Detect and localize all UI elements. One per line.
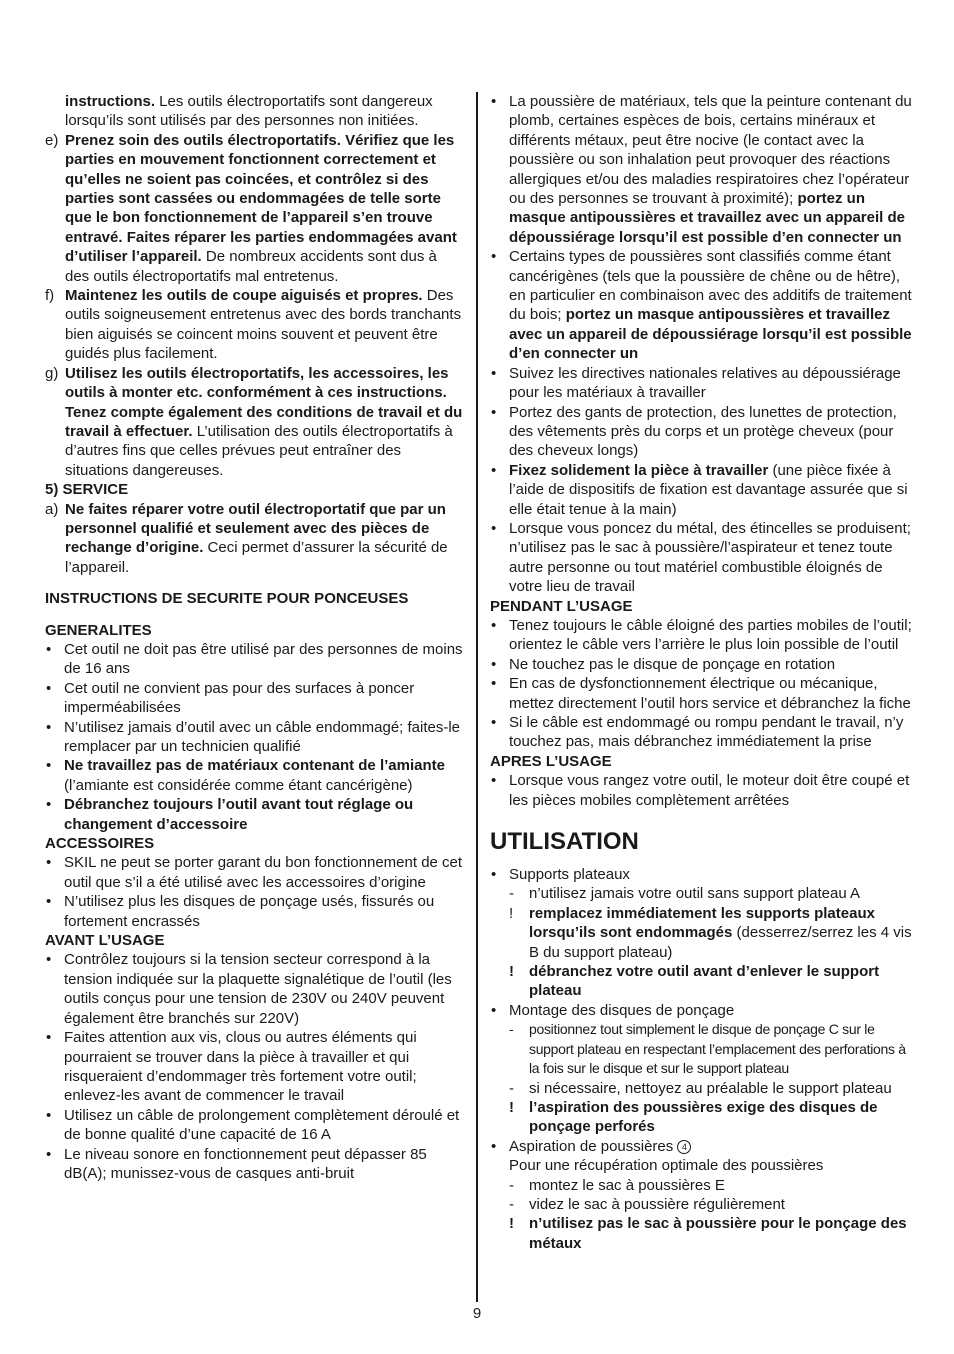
warning-marker: ! <box>509 1098 514 1116</box>
text: n’utilisez jamais votre outil sans support plateau A <box>529 885 861 903</box>
dash: - <box>509 1195 514 1213</box>
list-item <box>490 713 912 752</box>
text: Certains types de poussières sont classifiés comme étant cancérigènes (tels que la poussière de chêne ou de hêtre), en particulier en combinaison avec des additifs de traitement du bois; <box>509 248 912 324</box>
list-item <box>490 403 912 461</box>
page-number: 9 <box>472 1305 482 1322</box>
bold-text: l’aspiration des poussières exige des disques de ponçage perforés <box>529 1098 878 1136</box>
text: (l’amiante est considérée comme étant cancérigène) <box>64 776 413 794</box>
list-item <box>490 865 912 884</box>
text: Aspiration de poussières <box>509 1137 678 1155</box>
text: Utilisez un câble de prolongement complètement déroulé et de bonne qualité d’une capacité de 16 A <box>64 1106 460 1144</box>
bold-text: Utilisez les outils électroportatifs, les accessoires, les outils à monter etc. conformément à ces instructions. Tenez compte également des conditions de travail et du travail à effectuer. <box>65 364 463 440</box>
bullet: • <box>46 679 52 697</box>
item-e <box>45 131 465 286</box>
list-item <box>45 679 465 718</box>
list-item <box>45 795 465 834</box>
bullet: • <box>491 866 497 884</box>
section-heading-apres: APRES L’USAGE <box>490 752 612 770</box>
bold-text: Fixez solidement la pièce à travailler <box>509 461 769 479</box>
text: Cet outil ne doit pas être utilisé par des personnes de moins de 16 ans <box>64 640 463 678</box>
list-item <box>490 92 912 247</box>
text: Ne touchez pas le disque de ponçage en rotation <box>509 655 836 673</box>
list-item <box>45 756 465 795</box>
bullet: • <box>491 1137 497 1155</box>
text: Faites attention aux vis, clous ou autres éléments qui pourraient se trouver dans la pièce à travailler et qui risqueraient d’endommager très fortement votre outil; enlevez-les avant de commencer le travail <box>64 1029 417 1105</box>
bullet: • <box>491 93 497 110</box>
text: Si le câble est endommagé ou rompu pendant le travail, n’y touchez pas, mais débranchez immédiatement la prise <box>509 714 904 751</box>
left-column <box>45 92 465 1183</box>
bullet: • <box>46 854 52 872</box>
list-item <box>45 718 465 757</box>
dash: - <box>509 1079 514 1097</box>
text: Le niveau sonore en fonctionnement peut dépasser 85 dB(A); munissez-vous de casques anti-bruit <box>64 1145 427 1182</box>
text: Cet outil ne convient pas pour des surfaces à poncer imperméabilisées <box>64 679 415 717</box>
list-item <box>490 674 912 713</box>
list-item <box>490 247 912 363</box>
list-item <box>490 364 912 403</box>
text: La poussière de matériaux, tels que la peinture contenant du plomb, certaines espèces de bois, certains minéraux et différents métaux, peut être nocive (le contact avec la poussière ou son inhalation peut provoquer des réactions allergiques et/ou des maladies respiratoires chez l’opérateur ou des personnes se trouvant à proximité); <box>509 93 912 208</box>
warning-item <box>490 1214 912 1253</box>
bold-text: Maintenez les outils de coupe aiguisés et propres. <box>65 287 423 305</box>
text: Ceci permet d’assurer la sécurité de l’appareil. <box>65 539 448 576</box>
text: Contrôlez toujours si la tension secteur correspond à la tension indiquée sur la plaquette signalétique de l’outil (les outils conçus pour une tension de 230V ou 240V peuvent également être branchés sur 220V) <box>64 951 452 1027</box>
section-heading-generalites: GENERALITES <box>45 621 152 639</box>
text: Supports plateaux <box>509 866 630 884</box>
bullet: • <box>46 1106 52 1124</box>
text: Montage des disques de ponçage <box>509 1001 735 1019</box>
sub-item <box>490 1079 912 1098</box>
bullet: • <box>46 796 52 814</box>
list-item <box>490 1001 912 1020</box>
text: montez le sac à poussières E <box>529 1176 725 1194</box>
bold-text: instructions. <box>65 93 156 110</box>
item-g <box>45 364 465 480</box>
warning-marker: ! <box>509 904 514 922</box>
text: En cas de dysfonctionnement électrique ou mécanique, mettez directement l’outil hors service et débranchez la fiche <box>509 675 911 712</box>
bold-text: portez un masque antipoussières et travaillez avec un appareil de dépoussiérage lorsqu’il est possible d’en connecter un <box>509 306 912 363</box>
bold-text: Prenez soin des outils électroportatifs. Vérifiez que les parties en mouvement fonctionnent correctement et qu’elles ne soient pas coincées, et contrôlez si des parties sont cassées ou endommagées de telle sorte que le bon fonctionnement de l’appareil s’en trouve entravé. Faites réparer les parties endommagées avant d’utiliser l’appareil. <box>65 131 457 266</box>
list-item <box>490 655 912 674</box>
bullet: • <box>491 655 497 673</box>
list-item <box>45 892 465 931</box>
bullet: • <box>491 1001 497 1019</box>
section-title-utilisation: UTILISATION <box>490 828 639 856</box>
section-title-sander: INSTRUCTIONS DE SECURITE POUR PONCEUSES <box>45 590 409 608</box>
warning-marker: ! <box>509 963 514 981</box>
bullet: • <box>491 461 497 479</box>
text: De nombreux accidents sont dus à des outils électroportatifs mal entretenus. <box>65 248 437 285</box>
list-item <box>45 1028 465 1106</box>
text: positionnez tout simplement le disque de ponçage C sur le support plateau en respectant l’emplacement des perforations à la fois sur le disque et sur le support plateau <box>529 1021 906 1077</box>
list-item <box>45 950 465 1028</box>
section-heading-pendant: PENDANT L’USAGE <box>490 597 633 615</box>
dash: - <box>509 885 514 903</box>
bullet: • <box>491 772 497 790</box>
bullet: • <box>46 640 52 658</box>
item-marker: f) <box>45 287 55 305</box>
bold-text: n’utilisez pas le sac à poussière pour le ponçage des métaux <box>529 1215 907 1252</box>
sub-item <box>490 1020 912 1078</box>
bullet: • <box>491 519 497 537</box>
bullet: • <box>491 714 497 731</box>
bold-text: remplacez immédiatement les supports plateaux lorsqu’ils sont endommagés <box>529 904 875 942</box>
warning-item <box>490 1098 912 1137</box>
text: N’utilisez jamais d’outil avec un câble endommagé; faites-le remplacer par un technicien qualifié <box>64 718 461 755</box>
list-item <box>490 461 912 519</box>
text: Portez des gants de protection, des lunettes de protection, des vêtements près du corps et un protège cheveux (pour des cheveux longs) <box>509 403 897 460</box>
text: SKIL ne peut se porter garant du bon fonctionnement de cet outil que s’il a été utilisé avec les accessoires d’origine <box>64 854 463 891</box>
text: (desserrez/serrez les 4 vis B du support plateau) <box>529 924 912 961</box>
bullet: • <box>46 893 52 911</box>
text: N’utilisez plus les disques de ponçage usés, fissurés ou fortement encrassés <box>64 893 435 930</box>
figure-reference-icon: 4 <box>677 1140 691 1154</box>
section-heading-accessoires: ACCESSOIRES <box>45 835 155 853</box>
bold-text: Ne travaillez pas de matériaux contenant de l’amiante <box>64 757 445 775</box>
list-item <box>45 640 465 679</box>
dash: - <box>509 1021 514 1038</box>
text: Suivez les directives nationales relatives au dépoussiérage pour les matériaux à travailler <box>509 364 901 402</box>
text: Les outils électroportatifs sont dangereux lorsqu’ils sont utilisés par des personnes non initiées. <box>65 93 433 130</box>
bullet: • <box>491 248 497 266</box>
list-item <box>490 771 912 810</box>
bullet: • <box>491 675 497 693</box>
section-heading-service: 5) SERVICE <box>45 481 129 499</box>
item-marker: g) <box>45 364 59 382</box>
text: Lorsque vous rangez votre outil, le moteur doit être coupé et les pièces mobiles complètement arrêtées <box>509 772 910 809</box>
text: si nécessaire, nettoyez au préalable le support plateau <box>529 1079 892 1097</box>
text: videz le sac à poussière régulièrement <box>529 1195 785 1213</box>
text: Des outils soigneusement entretenus avec des bords tranchants bien aiguisés se coincent moins souvent et peuvent être guidés plus facilement. <box>65 287 462 363</box>
paragraph: Pour une récupération optimale des poussières <box>509 1157 824 1175</box>
text: (une pièce fixée à l’aide de dispositifs de fixation est davantage assurée que si elle était tenue à la main) <box>509 461 908 518</box>
bullet: • <box>491 364 497 382</box>
text: Tenez toujours le câble éloigné des parties mobiles de l’outil; orientez le câble vers l’arrière le plus loin possible de l’outil <box>509 616 912 654</box>
bold-text: Débranchez toujours l’outil avant tout réglage ou changement d’accessoire <box>64 796 414 833</box>
bullet: • <box>46 757 52 775</box>
warning-item <box>490 904 912 962</box>
warning-item <box>490 962 912 1001</box>
bullet: • <box>46 718 52 736</box>
list-item <box>45 853 465 892</box>
list-item <box>490 519 912 597</box>
column-divider <box>476 92 478 1302</box>
warning-marker: ! <box>509 1215 514 1233</box>
list-item <box>45 1106 465 1145</box>
dash: - <box>509 1176 514 1194</box>
bullet: • <box>491 403 497 421</box>
bullet: • <box>46 951 52 969</box>
sub-item <box>490 1195 912 1214</box>
list-item <box>490 616 912 655</box>
section-heading-avant: AVANT L’USAGE <box>45 932 165 950</box>
text: L’utilisation des outils électroportatifs à d’autres fins que celles prévues peut entraîner des situations dangereuses. <box>65 422 453 479</box>
bold-text: portez un masque antipoussières et travaillez avec un appareil de dépoussiérage lorsqu’il est possible d’en connecter un <box>509 190 905 246</box>
right-column <box>490 92 912 1253</box>
sub-item <box>490 1176 912 1195</box>
list-item <box>45 1145 465 1184</box>
bullet: • <box>491 616 497 634</box>
list-item <box>490 1137 912 1156</box>
bullet: • <box>46 1029 52 1047</box>
item-marker: e) <box>45 131 59 149</box>
sub-item <box>490 884 912 903</box>
bold-text: Ne faites réparer votre outil électroportatif que par un personnel qualifié et seulement avec des pièces de rechange d’origine. <box>65 500 446 557</box>
bold-text: débranchez votre outil avant d’enlever le support plateau <box>529 963 880 1000</box>
text: Lorsque vous poncez du métal, des étincelles se produisent; n’utilisez pas le sac à poussière/l’aspirateur et tenez toute autre personne ou tout matériel combustible éloignés de votre lieu de travail <box>509 519 911 596</box>
item-f <box>45 286 465 364</box>
paragraph-continued <box>45 92 465 131</box>
item-a <box>45 500 465 578</box>
bullet: • <box>46 1145 52 1163</box>
item-marker: a) <box>45 500 59 518</box>
